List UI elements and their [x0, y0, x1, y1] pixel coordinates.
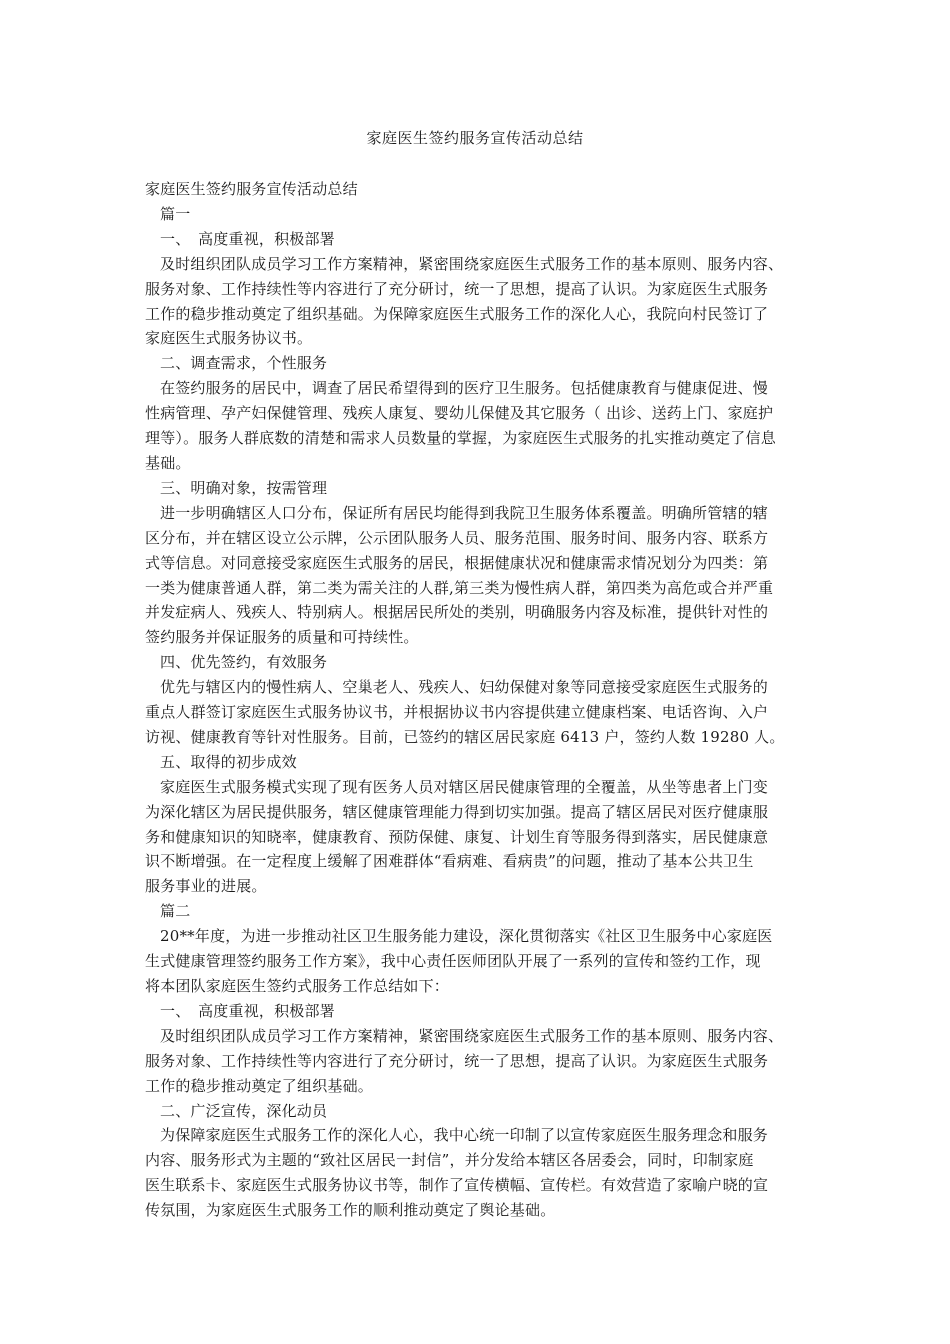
text-line: 识不断增强。在一定程度上缓解了困难群体“看病难、看病贵”的问题，推动了基本公共卫生 — [145, 852, 754, 871]
text-line: 五、取得的初步成效 — [160, 752, 297, 771]
text-line: 传氛围，为家庭医生式服务工作的顺利推动奠定了舆论基础。 — [145, 1201, 556, 1220]
text-line: 并发症病人、残疾人、特别病人。根据居民所处的类别，明确服务内容及标准，提供针对性的 — [145, 603, 769, 622]
text-line: 性病管理、孕产妇保健管理、残疾人康复、婴幼儿保健及其它服务（ 出诊、送药上门、家庭护 — [145, 404, 774, 423]
text-line: 四、优先签约，有效服务 — [160, 653, 328, 672]
text-line: 20**年度，为进一步推动社区卫生服务能力建设，深化贯彻落实《社区卫生服务中心家庭医 — [160, 927, 773, 946]
text-line: 服务事业的进展。 — [145, 877, 267, 896]
text-line: 及时组织团队成员学习工作方案精神，紧密围绕家庭医生式服务工作的基本原则、服务内容、 — [160, 1026, 784, 1045]
text-line: 二、广泛宣传，深化动员 — [160, 1101, 328, 1120]
text-line: 基础。 — [145, 453, 191, 472]
text-line: 一、 高度重视，积极部署 — [160, 229, 335, 248]
text-line: 家庭医生式服务协议书。 — [145, 329, 313, 348]
text-line: 及时组织团队成员学习工作方案精神，紧密围绕家庭医生式服务工作的基本原则、服务内容、 — [160, 254, 784, 273]
document-body — [145, 177, 811, 1223]
text-line: 将本团队家庭医生签约式服务工作总结如下： — [145, 977, 450, 995]
text-line: 在签约服务的居民中，调查了居民希望得到的医疗卫生服务。包括健康教育与健康促进、慢 — [160, 379, 769, 398]
text-line: 优先与辖区内的慢性病人、空巢老人、残疾人、妇幼保健对象等同意接受家庭医生式服务的 — [160, 678, 769, 697]
text-line: 一类为健康普通人群，第二类为需关注的人群,第三类为慢性病人群，第四类为高危或合并严重 — [145, 578, 774, 597]
text-line: 区分布，并在辖区设立公示牌，公示团队服务人员、服务范围、服务时间、服务内容、联系方 — [145, 528, 769, 547]
text-line: 家庭医生式服务模式实现了现有医务人员对辖区居民健康管理的全覆盖，从坐等患者上门变 — [160, 777, 769, 796]
text-line: 三、明确对象，按需管理 — [160, 478, 328, 497]
text-line: 式等信息。对同意接受家庭医生式服务的居民，根据健康状况和健康需求情况划分为四类：第 — [145, 553, 769, 572]
text-line: 医生联系卡、家庭医生式服务协议书等，制作了宣传横幅、宣传栏。有效营造了家喻户晓的宣 — [145, 1176, 769, 1195]
text-line: 一、 高度重视，积极部署 — [160, 1001, 335, 1020]
text-line: 服务对象、工作持续性等内容进行了充分研讨，统一了思想，提高了认识。为家庭医生式服务 — [145, 1051, 769, 1070]
text-line: 篇二 — [160, 902, 191, 921]
text-line: 服务对象、工作持续性等内容进行了充分研讨，统一了思想，提高了认识。为家庭医生式服务 — [145, 279, 769, 298]
text-line: 工作的稳步推动奠定了组织基础。 — [145, 1076, 374, 1095]
text-line: 篇一 — [160, 204, 191, 223]
text-line: 为深化辖区为居民提供服务，辖区健康管理能力得到切实加强。提高了辖区居民对医疗健康服 — [145, 802, 769, 821]
document-subtitle: 家庭医生签约服务宣传活动总结 — [145, 180, 358, 198]
text-line: 工作的稳步推动奠定了组织基础。为保障家庭医生式服务工作的深化人心，我院向村民签订了 — [145, 304, 769, 323]
text-line: 生式健康管理签约服务工作方案》，我中心责任医师团队开展了一系列的宣传和签约工作，现 — [145, 952, 761, 971]
text-line: 内容、服务形式为主题的“致社区居民一封信”，并分发给本辖区各居委会，同时，印制家庭 — [145, 1151, 754, 1170]
text-line: 为保障家庭医生式服务工作的深化人心，我中心统一印制了以宣传家庭医生服务理念和服务 — [160, 1126, 769, 1145]
text-line: 二、调查需求，个性服务 — [160, 354, 328, 373]
text-line: 签约服务并保证服务的质量和可持续性。 — [145, 628, 419, 647]
text-line: 进一步明确辖区人口分布，保证所有居民均能得到我院卫生服务体系覆盖。明确所管辖的辖 — [160, 503, 769, 522]
document-title: 家庭医生签约服务宣传活动总结 — [366, 129, 584, 147]
text-line: 理等）。服务人群底数的清楚和需求人员数量的掌握，为家庭医生式服务的扎实推动奠定了信息 — [145, 429, 776, 448]
text-line: 重点人群签订家庭医生式服务协议书，并根据协议书内容提供建立健康档案、电话咨询、入户 — [145, 703, 769, 722]
text-line: 务和健康知识的知晓率，健康教育、预防保健、康复、计划生育等服务得到落实，居民健康意 — [145, 827, 769, 846]
text-line: 访视、健康教育等针对性服务。目前，已签约的辖区居民家庭 6413 户，签约人数 19280 人。 — [145, 727, 785, 746]
